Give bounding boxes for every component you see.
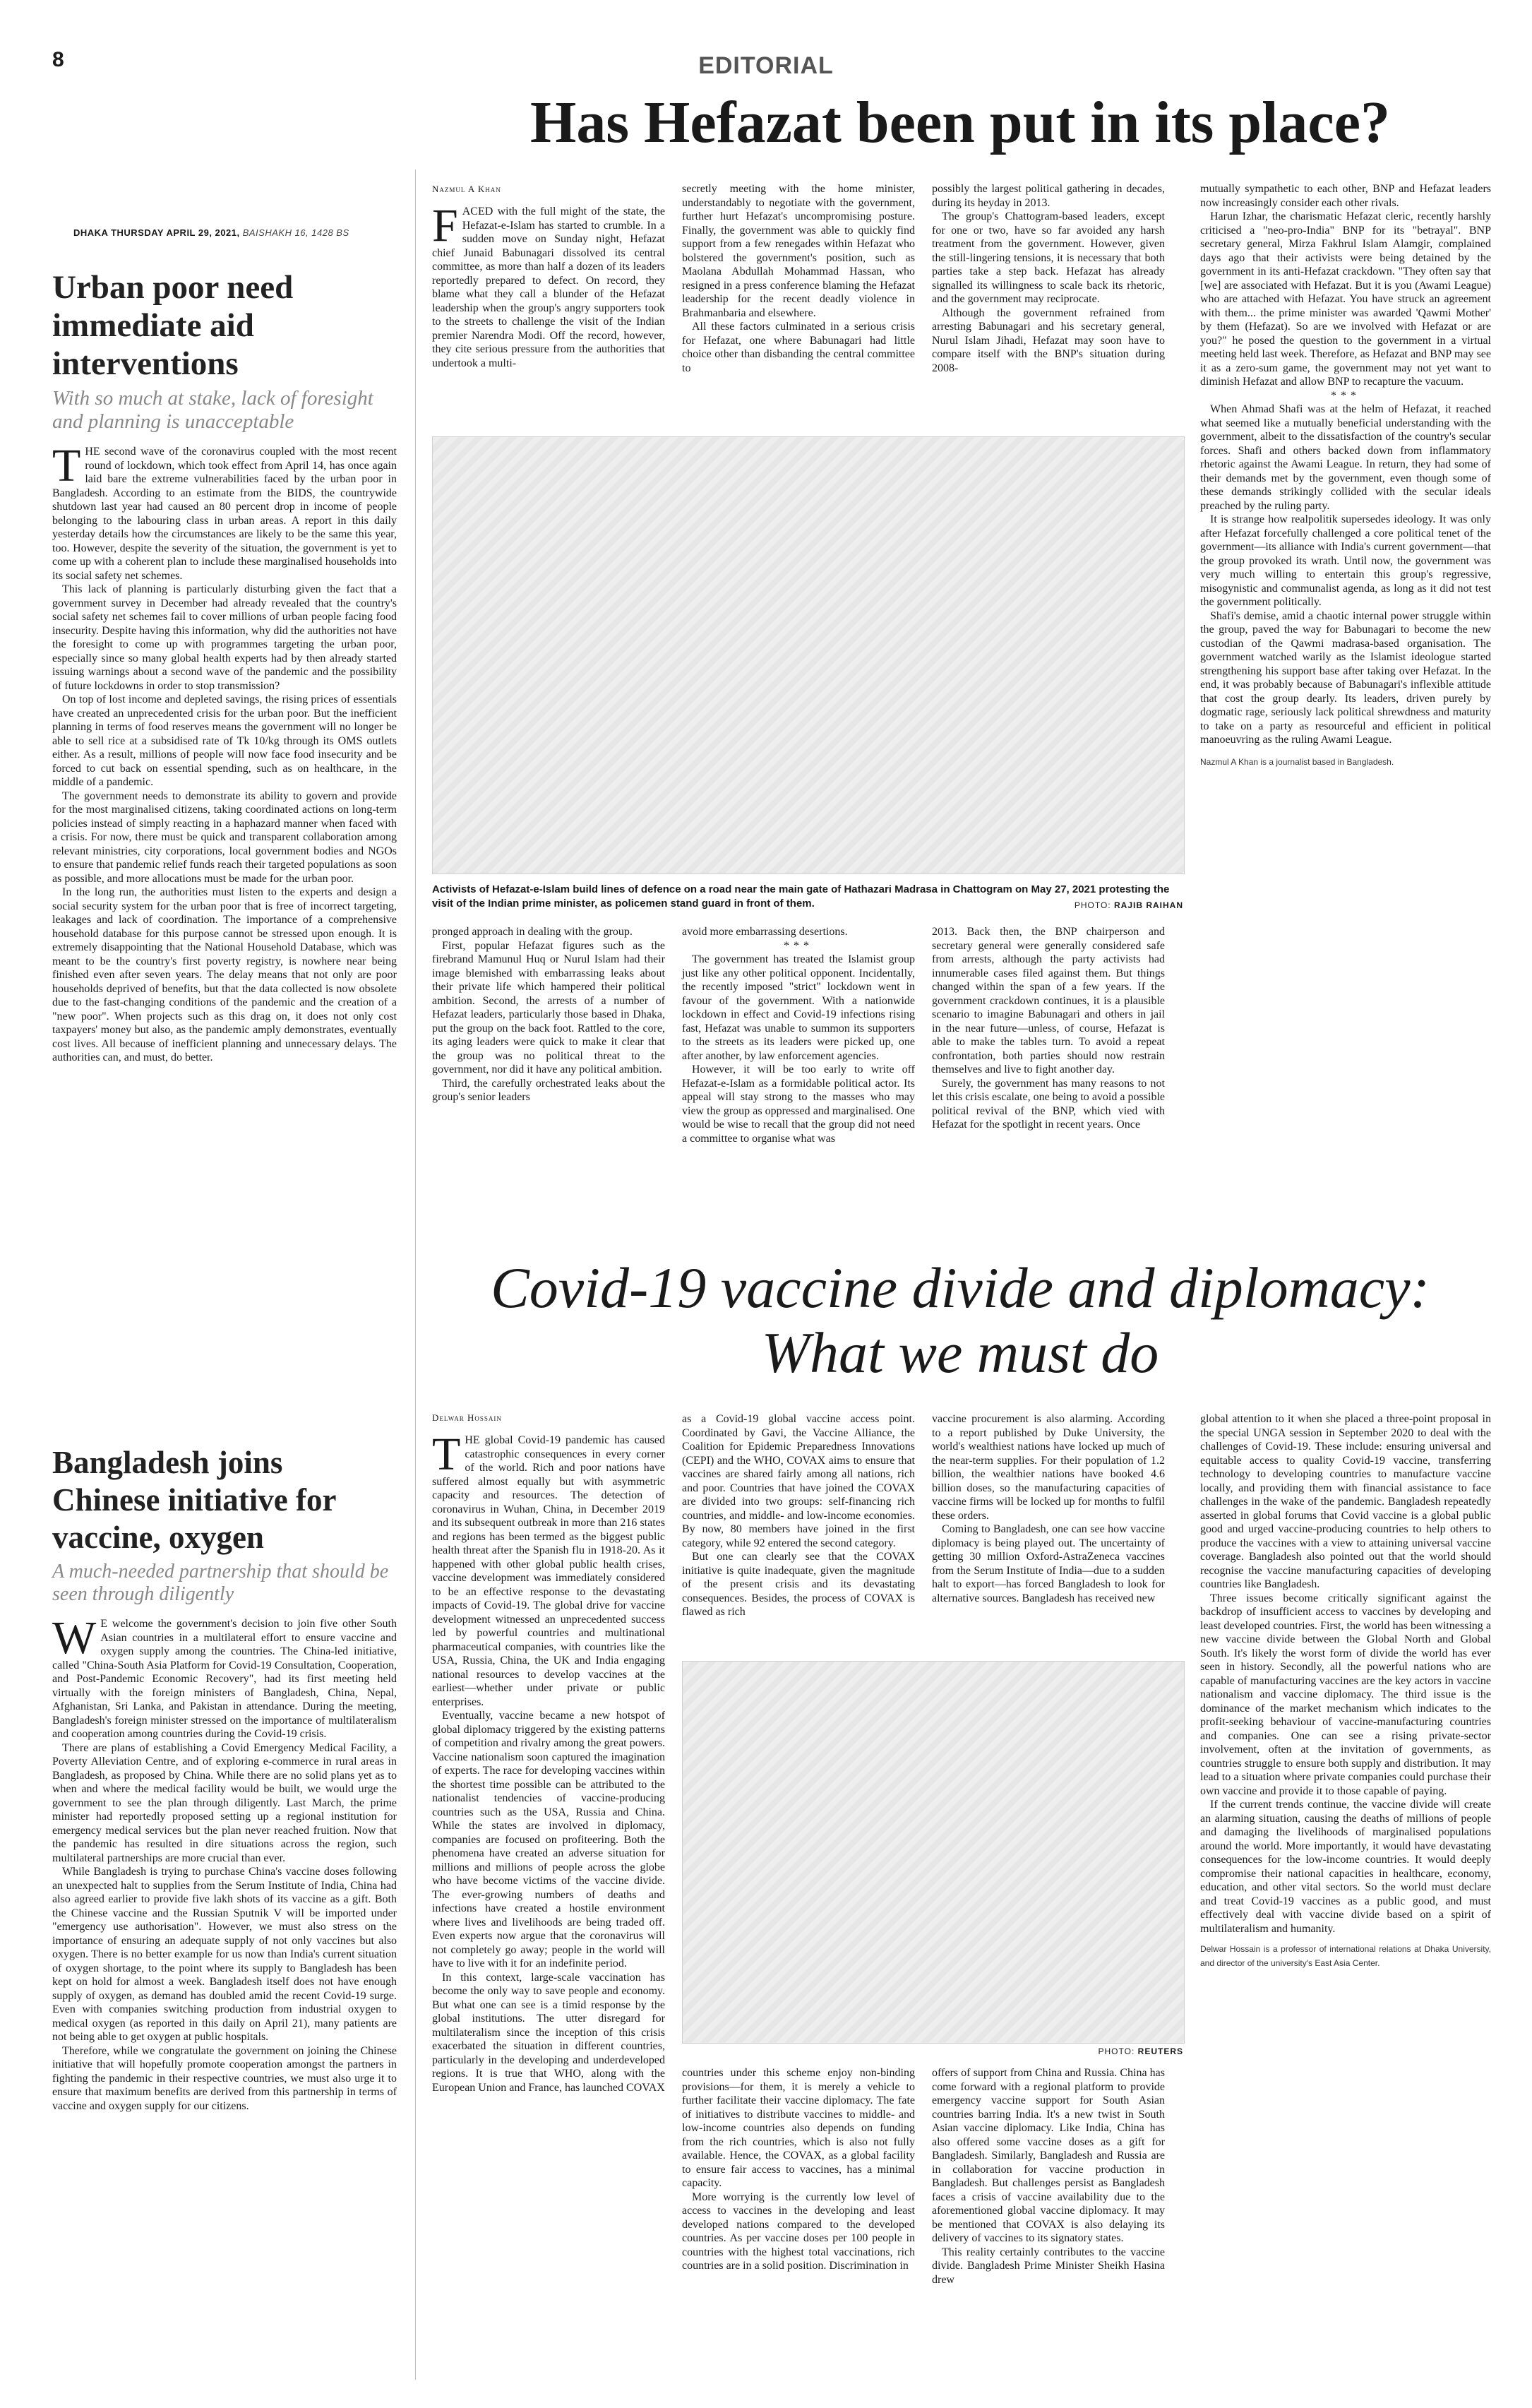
section-separator: *** <box>1331 389 1360 402</box>
paragraph: If the current trends continue, the vaccine divide will create an alarming situation, causing the deaths of millions of people and damaging the livelihoods of marginalised populations around the world. More importantly, it would have devastating consequences for the low-income countries. It would deeply compromise their national capacities in healthcare, economy, education, and other vital sectors. So the world must declare and treat Covid-19 vaccines as a public good, and must effectively deal with vaccine divide based on a spirit of multilateralism and humanity. <box>1200 1799 1491 1935</box>
paragraph: While Bangladesh is trying to purchase China's vaccine doses following an unexpected halt to supplies from the Serum Institute of India, China had also agreed earlier to provide five lakh shots of its vaccine as a gift. Both the Chinese vaccine and the Russian Sputnik V will be imported under "emergency use authorisation". However, we must also stress on the importance of ensuring an adequate supply of not only vaccines but also oxygen. There is no better example for us now than India's current situation of oxygen shortage, to the point where its supply to Bangladesh has been kept on hold for almost a week. Bangladesh itself does not have enough supply of oxygen, as demand has doubled amid the recent Covid-19 surge. Even with companies switching production from industrial oxygen to medical oxygen (as reported in this daily on April 21), many patients are not being able to get oxygen at public hospitals. <box>52 1866 397 2043</box>
editorial-body <box>52 440 397 1065</box>
article-column <box>432 925 665 1104</box>
article-column <box>932 2066 1165 2287</box>
paragraph: The government needs to demonstrate its ability to govern and provide for the most marginalised citizens, taking coordinated actions on long-term policies instead of simply reacting in a haphazard manner when faced with a crisis. For now, there must be quick and transparent collaboration among relevant ministries, city corporations, local government bodies and NGOs to ensure that pandemic relief funds reach their targeted populations as soon as possible, and more allocations must be made for the urban poor. <box>52 789 397 885</box>
paragraph: vaccine procurement is also alarming. According to a report published by Duke University, the world's wealthiest nations have locked up much of the near-term supplies. For their population of 1.2 billion, the wealthier nations have booked 4.6 billion doses, so the manufacturing capacities of vaccine firms will be locked up for months to fulfil these orders. <box>932 1413 1165 1522</box>
paragraph: countries under this scheme enjoy non-binding provisions—for them, it is merely a vehicle to further facilitate their vaccine diplomacy. The fate of initiatives to distribute vaccines to middle- and low-income countries also depends on funding from the rich countries, which is also not fully available. Hence, the COVAX, as a global facility to ensure fair access to vaccines, has a minimal capacity. <box>682 2067 915 2189</box>
paragraph: as a Covid-19 global vaccine access point. Coordinated by Gavi, the Vaccine Alliance, the Coalition for Epidemic Preparedness Innovations (CEPI) and the WHO, COVAX aims to ensure that vaccines are shared fairly among all nations, rich and poor. Countries that have joined the COVAX are divided into two groups: self-financing rich countries, and middle- and low-income economies. By now, 80 members have joined in the first category, while 92 entered the second category. <box>682 1413 915 1549</box>
editorial-urban-poor <box>52 268 397 1065</box>
dropcap: T <box>432 1429 461 1480</box>
paragraph: There are plans of establishing a Covid Emergency Medical Facility, a Poverty Alleviation Centre, and of exploring e-commerce in rural areas in Bangladesh, as proposed by China. While there are no solid plans yet as to when and where the medical facility would be built, we would urge the government to see the plan through diligently. Last March, the prime minister had reportedly proposed setting up a regional institution for emergency medical services but the plan never reached fruition. Now that the pandemic has resulted in dire situations across the region, such multilateral partnerships are more crucial than ever. <box>52 1741 397 1864</box>
paragraph: This reality certainly contributes to the vaccine divide. Bangladesh Prime Minister Sheikh Hasina drew <box>932 2246 1165 2286</box>
paragraph: E welcome the government's decision to join five other South Asian countries in a multilateral effort to ensure vaccine and oxygen supply among the countries. The China-led initiative, called "China-South Asia Platform for Covid-19 Consultation, Cooperation, and Post-Pandemic Economic Recovery", had its first meeting held virtually with the foreign ministers of Bangladesh, China, Nepal, Afghanistan, Sri Lanka, and Pakistan in attendance. During the meeting, Bangladesh's foreign minister stressed on the importance of multilateralism and cooperation among countries during the Covid-19 crisis. <box>52 1618 397 1740</box>
paragraph: The government has treated the Islamist group just like any other political opponent. Incidentally, the recently imposed "strict" lockdown went in favour of the government. With a nationwide lockdown in effect and Covid-19 infections rising fast, Hefazat was unable to summon its supporters to the streets as its leaders were picked up, one after another, by law enforcement agencies. <box>682 953 915 1062</box>
editorial-body <box>52 1612 397 2113</box>
article-column <box>682 1412 915 1619</box>
editorial-title: Bangladesh joins Chinese initiative for vaccine, oxygen <box>52 1445 336 1555</box>
paragraph: mutually sympathetic to each other, BNP and Hefazat leaders now increasingly consider each other rivals. <box>1200 183 1491 209</box>
article-column <box>682 2066 915 2273</box>
dropcap: W <box>52 1612 97 1664</box>
byline: Delwar Hossain <box>432 1412 502 1423</box>
article-column <box>932 1412 1165 1605</box>
article-column <box>432 200 665 370</box>
paragraph: Although the government refrained from arresting Babunagari and his secretary general, Nurul Islam Jihadi, Hefazat may soon have to compare itself with the BNP's situation during 2008- <box>932 306 1165 374</box>
article-column <box>682 182 915 375</box>
photo-credit-label: PHOTO: <box>1098 2046 1135 2056</box>
dateline <box>73 227 349 238</box>
paragraph: Coming to Bangladesh, one can see how vaccine diplomacy is being played out. The uncertainty of getting 30 million Oxford-AstraZeneca vaccines from the Serum Institute of India—due to a sudden halt to export—has forced Bangladesh to look for alternative sources. Bangladesh has received new <box>932 1523 1165 1604</box>
paragraph: secretly meeting with the home minister, understandably to negotiate with the government, further hurt Hefazat's uncompromising posture. Finally, the government was able to quickly find support from a few renegades within Hefazat who bolstered the government's position, such as Maolana Abdullah Mohammad Hassan, who resigned in a press conference blaming the Hefazat leadership for the recent deadly violence in Brahmanbaria and elsewhere. <box>682 183 915 319</box>
paragraph: Eventually, vaccine became a new hotspot of global diplomacy triggered by the existing patterns of competition and rivalry among the great powers. Vaccine nationalism soon captured the imagination of experts. The race for developing vaccines within the shortest time possible can be attributed to the nationalist tendencies of vaccine-producing countries such as the USA, Russia and China. While the states are involved in diplomacy, companies are focused on profiteering. Both the phenomena have created an adverse situation for millions and millions of people across the globe who have become victims of the vaccine divide. The ever-growing numbers of deaths and infections have created a hostile environment where lives and livelihoods are being traded off. Even experts now argue that the coronavirus will not completely go away; people in the world will have to live with it for an indefinite period. <box>432 1710 665 1969</box>
dateline-date: DHAKA THURSDAY APRIL 29, 2021, <box>73 227 240 238</box>
column-divider <box>415 169 416 2380</box>
photo-credit-name: REUTERS <box>1137 2046 1183 2056</box>
paragraph: First, popular Hefazat figures such as the firebrand Mamunul Huq or Nurul Islam had their image blemished with embarrassing leaks about their private life which hampered their political ambition. Second, the arrests of a number of Hefazat leaders, particularly those based in Dhaka, put the group on the back foot. Rattled to the core, its aging leaders were quick to make it clear that the group was no political threat to the government, nor did it have any political ambition. <box>432 939 665 1075</box>
dropcap: F <box>432 200 458 251</box>
article-column <box>682 925 915 1145</box>
photo-credit <box>1075 898 1183 912</box>
paragraph: HE global Covid-19 pandemic has caused catastrophic consequences in every corner of the world. Rich and poor nations have suffered almost equally but with asymmetric capacity and resources. The detection of coronavirus in Wuhan, China, in December 2019 and its subsequent outbreak in more than 216 states and regions has been termed as the biggest public health threat after the Spanish flu in 1918-20. As it happened with other global public health crises, vaccine development was immediately considered to be an effective response to the devastating impacts of Covid-19. The global drive for vaccine development witnessed an unprecedented success led by powerful countries and multinational pharmaceutical companies, with countries like the USA, Russia, China, the UK and India engaging national resources to develop vaccines at the earliest—whether under private or public enterprises. <box>432 1434 665 1708</box>
paragraph: Surely, the government has many reasons to not let this crisis escalate, one being to avoid a possible political revival of the BNP, which vied with Hefazat for the spotlight in recent years. Once <box>932 1077 1165 1131</box>
photo-credit-label: PHOTO: <box>1074 900 1111 910</box>
dropcap: T <box>52 440 81 491</box>
article-column <box>1200 1412 1491 1970</box>
article-column <box>1200 182 1491 769</box>
paragraph: The group's Chattogram-based leaders, except for one or two, have so far avoided any harsh treatment from the government. However, given the still-lingering tensions, it is necessary that both parties take a step back. Hefazat has already signalled its willingness to scale back its rhetoric, and the government may reciprocate. <box>932 210 1165 305</box>
news-photo-protest <box>432 436 1185 874</box>
headline-line: Covid-19 vaccine divide and diplomacy: <box>491 1256 1430 1320</box>
paragraph: This lack of planning is particularly disturbing given the fact that a government survey in December had already revealed that the country's social safety net schemes fail to cover millions of urban people facing food insecurity. Despite having this information, why did the authorities not have the foresight to come up with programmes targeting the urban poor, especially since so many global health experts had by then already started issuing warnings about a second wave of the pandemic and the possibility of future lockdowns in order to stop transmission? <box>52 583 397 692</box>
article-column <box>932 925 1165 1132</box>
paragraph: 2013. Back then, the BNP chairperson and secretary general were generally considered safe from arrests, although the party activists had innumerable cases filed against them. But things changed within the span of a few years. If the government crackdown continues, it is a plausible scenario to imagine Babunagari and others in jail in the near future—unless, of course, Hefazat is able to make the tables turn. To avoid a repeat confrontation, both parties should now restrain themselves and live to fight another day. <box>932 926 1165 1075</box>
editorial-standfirst: With so much at stake, lack of foresight and planning is unacceptable <box>52 387 373 433</box>
paragraph: However, it will be too early to write off Hefazat-e-Islam as a formidable political actor. Its appeal will stay strong to the masses who may view the group as oppressed and marginalised. One would be wise to recall that the group did not need a committee to organise what was <box>682 1063 915 1145</box>
paragraph: More worrying is the currently low level of access to vaccines in the developing and least developed nations compared to the developed countries. As per vaccine doses per 100 people in countries with the highest total vaccinations, rich countries are in a solid position. Discrimination in <box>682 2191 915 2272</box>
editorial-vaccine-oxygen <box>52 1444 397 2113</box>
paragraph: HE second wave of the coronavirus coupled with the most recent round of lockdown, which took effect from April 14, has once again laid bare the extreme vulnerabilities faced by the urban poor in Bangladesh. According to an estimate from the BIDS, the countrywide shutdown last year had caused an 80 percent drop in income of people belonging to the labouring class in urban areas. A report in this daily yesterday details how the circumstances are likely to be the same this year, too. However, despite the severity of the situation, the government is yet to come up with a coherent plan to include these marginalised households into its social safety net schemes. <box>52 446 397 582</box>
headline-line: What we must do <box>761 1321 1159 1385</box>
paragraph: In this context, large-scale vaccination has become the only way to save people and economy. But what one can see is a timid response by the global institutions. The utter disregard for multilateralism since the inception of this crisis exacerbated the situation in different countries, particularly in the developing and underdeveloped regions. It is true that WHO, along with the European Union and France, has launched COVAX <box>432 1971 665 2094</box>
paragraph: possibly the largest political gathering in decades, during its heyday in 2013. <box>932 183 1165 209</box>
paragraph: ACED with the full might of the state, the Hefazat-e-Islam has started to crumble. In a sudden move on Sunday night, Hefazat chief Junaid Babunagari dissolved its central committee, as more than half a dozen of its leaders reportedly prepared to defect. On record, they blame what they call a blunder of the Hefazat leadership when the group's angry supporters took to the streets to challenge the visit of the Indian premier Narendra Modi. Off the record, however, they cite serious pressure from the authorities that undertook a multi- <box>432 205 665 369</box>
paragraph: Three issues become critically significant against the backdrop of insufficient access to vaccines by developing and least developed countries. First, the world has been witnessing a new vaccine divide between the Global North and Global South. It's likely the worst form of divide the world has ever seen in history. Secondly, all the powerful nations who are capable of manufacturing vaccines are the key actors in vaccine nationalism and vaccine diplomacy. The third issue is the dominance of the market mechanism which indicates to the profit-seeking behaviour of vaccine-manufacturing countries and companies. One can see a rising private-sector involvement, often at the invitation of governments, as countries struggle to ensure both supply and distribution. It may lead to a situation where private companies could purchase their own vaccine and provide it to those capable of paying. <box>1200 1592 1491 1797</box>
photo-credit <box>1059 2046 1183 2056</box>
paragraph: global attention to it when she placed a three-point proposal in the special UNGA session in September 2020 to deal with the challenges of Covid-19. These include: ensuring universal and equitable access to quality Covid-19 vaccine, transferring technology to developing countries to manufacture vaccine locally, and providing them with financial assistance to face challenges in the wake of the pandemic. Bangladesh repeatedly asserted in global forums that Covid vaccine is a global public good and urged vaccine-producing countries to help others to produce the vaccines with a view to attaining universal vaccine coverage. Bangladesh also pointed out that the world should recognise the vaccine manufacturing capacities of developing countries like Bangladesh. <box>1200 1413 1491 1590</box>
paragraph: Therefore, while we congratulate the government on joining the Chinese initiative that will hopefully promote cooperation amongst the partners in fighting the pandemic in their respective countries, we must also urge it to ensure that maximum benefits are derived from this partnership in terms of vaccine and oxygen supply for our citizens. <box>52 2044 397 2112</box>
article-headline <box>431 1256 1490 1385</box>
paragraph: Shafi's demise, amid a chaotic internal power struggle within the group, paved the way for Babunagari to become the new custodian of the Qawmi madrasa-based organisation. The government watched warily as the Islamist ideologue started strengthening his support base after taking over Hefazat. In the end, it was probably because of Babunagari's inflexible attitude that cost the group dearly. Its leaders, driven purely by dogmatic rage, seriously lack political shrewdness and maturity to take on a party as resourceful and efficient in political manoeuvring as the ruling Awami League. <box>1200 609 1491 746</box>
editorial-title: Urban poor need immediate aid interventions <box>52 269 294 382</box>
article-headline: Has Hefazat been put in its place? <box>530 90 1390 155</box>
paragraph: It is strange how realpolitik supersedes ideology. It was only after Hefazat forcefully challenged a core political tenet of the government—its alliance with India's current government—that the group provoked its wrath. Until now, the government was very much willing to entertain this group's regressive, misogynistic and communalist agenda, as long as it did not test the government politically. <box>1200 513 1491 608</box>
page-number: 8 <box>52 48 64 71</box>
photo-credit-name: RAJIB RAIHAN <box>1113 900 1183 910</box>
paragraph: When Ahmad Shafi was at the helm of Hefazat, it reached what seemed like a mutually beneficial understanding with the government, albeit to the dissatisfaction of the country's secular forces. Shafi and others backed down from inflammatory rhetoric against the Awami League. In return, they had some of their demands met by the government, even though some of these demands strikingly collided with the secular ideals preached by the ruling party. <box>1200 403 1491 512</box>
section-label: EDITORIAL <box>698 52 834 79</box>
paragraph: On top of lost income and depleted savings, the rising prices of essentials have created an unprecedented crisis for the urban poor. But the inefficient planning in terms of food reserves means the government will no longer be able to sell rice at a subsidised rate of Tk 10/kg through its OMS outlets either. As a result, millions of people will now face food insecurity and be forced to cut back on essential spending, such as on healthcare, in the middle of a pandemic. <box>52 693 397 788</box>
author-note: Delwar Hossain is a professor of international relations at Dhaka University, and director of the university's East Asia Center. <box>1200 1944 1491 1968</box>
paragraph: Harun Izhar, the charismatic Hefazat cleric, recently harshly criticised a "neo-pro-India" BNP for its "betrayal". BNP secretary general, Mirza Fakhrul Islam Alamgir, complained days ago that their activists were being detained by the government in its anti-Hefazat crackdown. "They often say that [we] are associated with Hefazat. But it is you (Awami League) who are attached with Hefazat. You have struck an agreement with them... the prime minister was awarded 'Qawmi Mother' by them (Hefazat). So are we involved with Hefazat or are you?" he posed the question to the government in a virtual meeting held last week. Therefore, as Hefazat and BNP may see it as a zero-sum game, the government may not yet want to diminish Hefazat and allow BNP to recapture the vacuum. <box>1200 210 1491 388</box>
paragraph: offers of support from China and Russia. China has come forward with a regional platform to provide emergency vaccine support for South Asian countries barring India. It's a new twist in South Asian vaccine diplomacy. Like India, China has also offered some vaccine doses as a gift for Bangladesh. Similarly, Bangladesh and Russia are in collaboration for vaccine production in Bangladesh. But challenges persist as Bangladesh faces a crisis of vaccine availability due to the aforementioned global vaccine diplomacy. It may be mentioned that COVAX is also delaying its delivery of vaccines to its signatory states. <box>932 2067 1165 2244</box>
article-column <box>432 1429 665 2094</box>
author-note: Nazmul A Khan is a journalist based in Bangladesh. <box>1200 756 1394 767</box>
news-photo-vaccine <box>682 1661 1185 2044</box>
paragraph: pronged approach in dealing with the group. <box>432 926 633 938</box>
photo-caption <box>432 883 1183 912</box>
paragraph: Third, the carefully orchestrated leaks about the group's senior leaders <box>432 1077 665 1103</box>
article-column <box>932 182 1165 375</box>
paragraph: avoid more embarrassing desertions. <box>682 926 848 938</box>
editorial-standfirst: A much-needed partnership that should be seen through diligently <box>52 1561 389 1605</box>
section-separator: *** <box>784 939 813 952</box>
byline: Nazmul A Khan <box>432 184 501 194</box>
paragraph: But one can clearly see that the COVAX initiative is quite inadequate, given the magnitude of the present crisis and its devastating consequences. Besides, the process of COVAX is flawed as rich <box>682 1551 915 1618</box>
caption-text: Activists of Hefazat-e-Islam build lines of defence on a road near the main gate of Hathazari Madrasa in Chattogram on May 27, 2021 protesting the visit of the Indian prime minister, as policemen stand guard in front of them. <box>432 883 1170 910</box>
dateline-bangla: BAISHAKH 16, 1428 BS <box>242 227 349 238</box>
paragraph: In the long run, the authorities must listen to the experts and design a social security system for the urban poor that is free of incorrect targeting, leakages and lack of coordination. The importance of a comprehensive household database for this purpose cannot be stressed upon enough. It is extremely disappointing that the National Household Database, which was meant to be the country's first poverty registry, is nowhere near being finished even after seven years. The delay means that not only are poor households deprived of benefits, but that the data collected is now obsolete due to the fast-changing conditions of the pandemic and the creation of a "new poor". When projects such as this drag on, it does not only cost taxpayers' money but also, as the pandemic amply demonstrates, eventually cost lives. All because of inefficient planning and unnecessary delays. The authorities can, and must, do better. <box>52 886 397 1063</box>
paragraph: All these factors culminated in a serious crisis for Hefazat, one where Babunagari had little choice other than disbanding the central committee to <box>682 321 915 374</box>
